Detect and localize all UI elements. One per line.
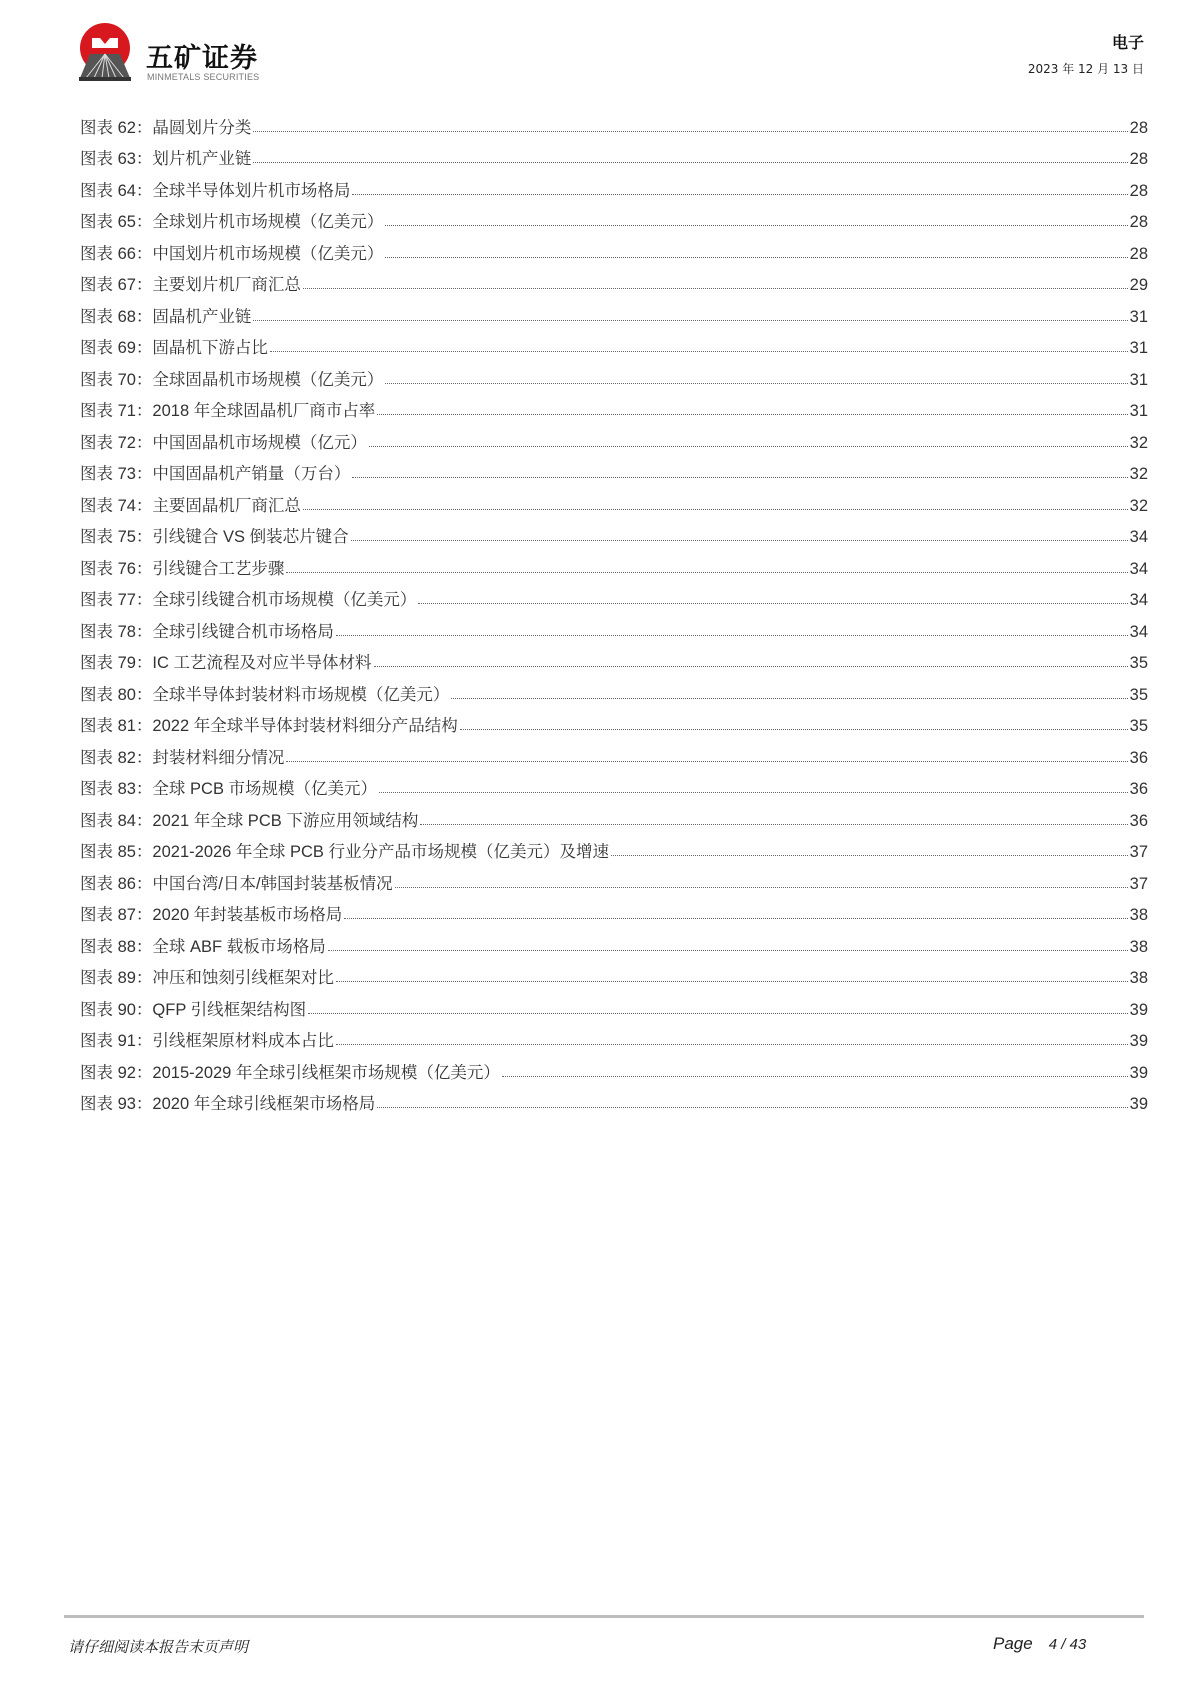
toc-entry-page[interactable]: 34	[1129, 591, 1148, 609]
toc-entry-page[interactable]: 37	[1129, 843, 1148, 861]
dot-leader	[253, 131, 1127, 132]
dot-leader	[374, 666, 1128, 667]
dot-leader	[369, 446, 1128, 447]
toc-entry-title[interactable]: 图表 80：全球半导体封装材料市场规模（亿美元）	[80, 685, 450, 704]
dot-leader	[336, 981, 1128, 982]
toc-entry[interactable]	[80, 736, 1148, 768]
toc-entry-title[interactable]: 图表 83：全球 PCB 市场规模（亿美元）	[80, 780, 378, 798]
page-indicator	[993, 1634, 1086, 1654]
dot-leader	[420, 824, 1127, 825]
toc-entry-title[interactable]: 图表 81：2022 年全球半导体封装材料细分产品结构	[80, 717, 458, 735]
dot-leader	[352, 194, 1127, 195]
toc-entry-title[interactable]: 图表 77：全球引线键合机市场规模（亿美元）	[80, 591, 417, 609]
dot-leader	[270, 351, 1128, 352]
toc-entry-page[interactable]: 36	[1129, 780, 1148, 798]
toc-entry[interactable]	[80, 673, 1148, 705]
toc-entry-title[interactable]: 图表 89：冲压和蚀刻引线框架对比	[80, 969, 334, 987]
toc-entry-title[interactable]: 图表 74：主要固晶机厂商汇总	[80, 496, 301, 515]
dot-leader	[344, 918, 1127, 919]
toc-entry-title[interactable]: 图表 69：固晶机下游占比	[80, 339, 268, 357]
dot-leader	[308, 1013, 1127, 1014]
toc-entry-title[interactable]: 图表 82：封装材料细分情况	[80, 748, 285, 767]
toc-entry-page[interactable]: 29	[1129, 276, 1148, 294]
toc-entry-title[interactable]: 图表 78：全球引线键合机市场格局	[80, 622, 334, 641]
toc-entry[interactable]	[80, 421, 1148, 453]
toc-entry-page[interactable]: 39	[1129, 1032, 1148, 1050]
dot-leader	[385, 225, 1127, 226]
toc-entry[interactable]	[80, 232, 1148, 264]
toc-entry-page[interactable]: 38	[1129, 969, 1148, 987]
toc-entry-title[interactable]: 图表 66：中国划片机市场规模（亿美元）	[80, 244, 384, 263]
toc-entry-title[interactable]: 图表 75：引线键合 VS 倒装芯片键合	[80, 528, 349, 546]
toc-entry[interactable]	[80, 295, 1148, 327]
toc-entry-page[interactable]: 39	[1129, 1095, 1148, 1113]
dot-leader	[385, 383, 1127, 384]
toc-entry[interactable]	[80, 327, 1148, 359]
toc-entry-page[interactable]: 34	[1129, 559, 1148, 578]
toc-entry[interactable]	[80, 1083, 1148, 1115]
toc-entry-title[interactable]: 图表 64：全球半导体划片机市场格局	[80, 181, 351, 200]
toc-entry[interactable]	[80, 516, 1148, 548]
toc-entry-page[interactable]: 38	[1129, 906, 1148, 924]
dot-leader	[611, 855, 1128, 856]
toc-entry[interactable]	[80, 390, 1148, 422]
toc-entry[interactable]	[80, 484, 1148, 516]
toc-entry[interactable]	[80, 610, 1148, 642]
dot-leader	[451, 698, 1127, 699]
dot-leader	[502, 1076, 1128, 1077]
toc-entry-page[interactable]: 28	[1129, 244, 1148, 263]
toc-entry[interactable]	[80, 768, 1148, 800]
figure-toc	[80, 106, 1148, 1114]
dot-leader	[336, 635, 1128, 636]
toc-entry[interactable]	[80, 1020, 1148, 1052]
toc-entry-title[interactable]: 图表 87：2020 年封装基板市场格局	[80, 906, 343, 924]
toc-entry[interactable]	[80, 831, 1148, 863]
toc-entry-page[interactable]: 37	[1129, 874, 1148, 893]
dot-leader	[385, 257, 1127, 258]
toc-entry-page[interactable]: 32	[1129, 433, 1148, 452]
toc-entry[interactable]	[80, 642, 1148, 674]
sector-label: 电子	[1111, 33, 1144, 52]
toc-entry-page[interactable]: 31	[1129, 402, 1148, 420]
toc-entry-title[interactable]: 图表 86：中国台湾/日本/韩国封装基板情况	[80, 874, 393, 893]
toc-entry-title[interactable]: 图表 72：中国固晶机市场规模（亿元）	[80, 433, 367, 452]
toc-entry-title[interactable]: 图表 65：全球划片机市场规模（亿美元）	[80, 213, 384, 231]
toc-entry-title[interactable]: 图表 71：2018 年全球固晶机厂商市占率	[80, 402, 376, 420]
toc-entry-title[interactable]: 图表 93：2020 年全球引线框架市场格局	[80, 1095, 376, 1113]
toc-entry-page[interactable]: 39	[1129, 1063, 1148, 1082]
toc-entry[interactable]	[80, 862, 1148, 894]
toc-entry[interactable]	[80, 201, 1148, 233]
toc-entry-title[interactable]: 图表 73：中国固晶机产销量（万台）	[80, 465, 351, 483]
toc-entry[interactable]	[80, 957, 1148, 989]
toc-entry-page[interactable]: 35	[1129, 717, 1148, 735]
dot-leader	[352, 477, 1127, 478]
toc-entry[interactable]	[80, 138, 1148, 170]
toc-entry-title[interactable]: 图表 91：引线框架原材料成本占比	[80, 1032, 334, 1050]
toc-entry-page[interactable]: 28	[1129, 181, 1148, 200]
footer-divider	[64, 1615, 1144, 1618]
dot-leader	[253, 320, 1127, 321]
toc-entry[interactable]	[80, 799, 1148, 831]
toc-entry-title[interactable]: 图表 68：固晶机产业链	[80, 307, 252, 326]
toc-entry-page[interactable]: 32	[1129, 465, 1148, 483]
toc-entry-title[interactable]: 图表 62：晶圆划片分类	[80, 118, 252, 137]
toc-entry-page[interactable]: 36	[1129, 811, 1148, 830]
toc-entry-page[interactable]: 35	[1129, 685, 1148, 704]
dot-leader	[395, 887, 1128, 888]
toc-entry[interactable]	[80, 579, 1148, 611]
toc-entry-title[interactable]: 图表 90：QFP 引线框架结构图	[80, 1000, 307, 1019]
toc-entry-title[interactable]: 图表 76：引线键合工艺步骤	[80, 559, 285, 578]
toc-entry[interactable]	[80, 169, 1148, 201]
toc-entry-page[interactable]: 34	[1129, 528, 1148, 546]
toc-entry-page[interactable]: 38	[1129, 937, 1148, 956]
dot-leader	[286, 761, 1127, 762]
dot-leader	[303, 509, 1128, 510]
toc-entry[interactable]	[80, 264, 1148, 296]
dot-leader	[328, 950, 1128, 951]
toc-entry[interactable]	[80, 547, 1148, 579]
toc-entry[interactable]	[80, 1051, 1148, 1083]
brand-name: 五矿证券	[146, 43, 258, 74]
toc-entry-page[interactable]: 39	[1129, 1000, 1148, 1019]
dot-leader	[336, 1044, 1128, 1045]
toc-entry-page[interactable]: 31	[1129, 307, 1148, 326]
toc-entry-page[interactable]: 32	[1129, 496, 1148, 515]
toc-entry-page[interactable]: 28	[1129, 150, 1148, 168]
toc-entry-title[interactable]: 图表 70：全球固晶机市场规模（亿美元）	[80, 370, 384, 389]
toc-entry-title[interactable]: 图表 67：主要划片机厂商汇总	[80, 276, 301, 294]
brand-name-en: MINMETALS SECURITIES	[147, 72, 260, 82]
dot-leader	[253, 162, 1127, 163]
page-label: Page	[993, 1634, 1033, 1653]
dot-leader	[286, 572, 1127, 573]
toc-entry-title[interactable]: 图表 84：2021 年全球 PCB 下游应用领域结构	[80, 811, 419, 830]
page-number: 4 / 43	[1048, 1636, 1087, 1653]
dot-leader	[377, 414, 1127, 415]
toc-entry[interactable]	[80, 894, 1148, 926]
toc-entry[interactable]	[80, 988, 1148, 1020]
dot-leader	[418, 603, 1127, 604]
toc-entry-page[interactable]: 31	[1129, 370, 1148, 389]
dot-leader	[303, 288, 1128, 289]
minmetals-logo	[76, 22, 134, 82]
toc-entry[interactable]	[80, 925, 1148, 957]
toc-entry-page[interactable]: 34	[1129, 622, 1148, 641]
dot-leader	[379, 792, 1128, 793]
toc-entry-page[interactable]: 28	[1129, 118, 1148, 137]
toc-entry-page[interactable]: 35	[1129, 654, 1148, 672]
toc-entry[interactable]	[80, 705, 1148, 737]
toc-entry-page[interactable]: 28	[1129, 213, 1148, 231]
toc-entry-title[interactable]: 图表 79：IC 工艺流程及对应半导体材料	[80, 654, 372, 672]
toc-entry-page[interactable]: 31	[1129, 339, 1148, 357]
dot-leader	[460, 729, 1128, 730]
toc-entry[interactable]	[80, 358, 1148, 390]
toc-entry[interactable]	[80, 106, 1148, 138]
disclaimer-note: 请仔细阅读本报告末页声明	[68, 1638, 249, 1656]
toc-entry-title[interactable]: 图表 88：全球 ABF 载板市场格局	[80, 937, 326, 956]
toc-entry-title[interactable]: 图表 85：2021-2026 年全球 PCB 行业分产品市场规模（亿美元）及增速	[80, 843, 610, 861]
dot-leader	[351, 540, 1128, 541]
dot-leader	[377, 1107, 1127, 1108]
toc-entry[interactable]	[80, 453, 1148, 485]
report-date: 2023 年 12 月 13 日	[1027, 62, 1144, 76]
toc-entry-title[interactable]: 图表 63：划片机产业链	[80, 150, 252, 168]
toc-entry-title[interactable]: 图表 92：2015-2029 年全球引线框架市场规模（亿美元）	[80, 1063, 500, 1082]
toc-entry-page[interactable]: 36	[1129, 748, 1148, 767]
